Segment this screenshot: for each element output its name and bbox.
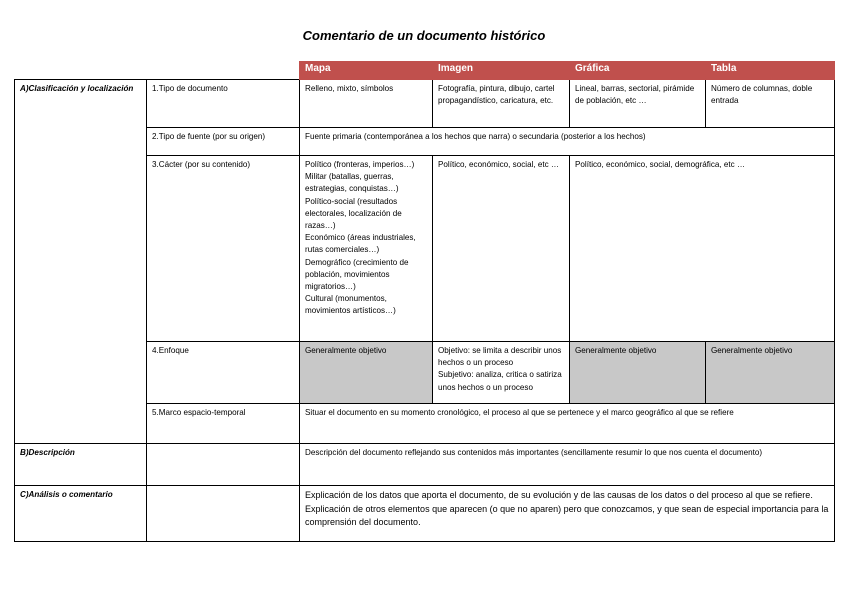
cell-mapa: Generalmente objetivo [300, 342, 433, 404]
cell-grafica-tabla: Político, económico, social, demográfica, etc … [570, 156, 835, 342]
analisis-line: Explicación de los datos que aporta el documento, de su evolución y de las causas de los datos o del proceso al que se refiere. [305, 490, 813, 500]
cell-mapa [300, 156, 433, 342]
cell-imagen: Fotografía, pintura, dibujo, cartel propagandístico, caricatura, etc. [433, 80, 570, 128]
row-label: 3.Cácter (por su contenido) [147, 156, 300, 342]
row-analisis [15, 486, 835, 542]
column-header-grafica: Gráfica [570, 62, 706, 80]
section-a-label: A)Clasificación y localización [15, 80, 147, 444]
commentary-table [14, 61, 835, 542]
header-empty-cell [15, 62, 147, 80]
header-row [15, 62, 835, 80]
cell-tabla: Número de columnas, doble entrada [706, 80, 835, 128]
row-label: 4.Enfoque [147, 342, 300, 404]
cell-descripcion: Descripción del documento reflejando sus contenidos más importantes (sencillamente resumir lo que nos cuenta el documento) [300, 444, 835, 486]
cell-tipo-fuente: Fuente primaria (contemporánea a los hechos que narra) o secundaria (posterior a los hechos) [300, 128, 835, 156]
row-label: 2.Tipo de fuente (por su origen) [147, 128, 300, 156]
cell-imagen: Político, económico, social, etc … [433, 156, 570, 342]
caracter-item: Económico (áreas industriales, rutas comerciales…) [305, 233, 416, 255]
empty-cell [147, 444, 300, 486]
cell-mapa: Relleno, mixto, símbolos [300, 80, 433, 128]
column-header-imagen: Imagen [433, 62, 570, 80]
cell-grafica: Lineal, barras, sectorial, pirámide de población, etc … [570, 80, 706, 128]
caracter-item: Político-social (resultados electorales, localización de razas…) [305, 196, 402, 231]
section-b-label: B)Descripción [15, 444, 147, 486]
row-descripcion [15, 444, 835, 486]
row-label: 5.Marco espacio-temporal [147, 404, 300, 444]
cell-tabla: Generalmente objetivo [706, 342, 835, 404]
column-header-tabla: Tabla [706, 62, 835, 80]
row-tipo-documento [15, 80, 835, 128]
page-title: Comentario de un documento histórico [302, 28, 546, 43]
analisis-line: Explicación de otros elementos que aparecen (o que no aparen) pero que conozcamos, y que sean de especial importancia para la comprensión del documento. [305, 503, 829, 527]
cell-analisis [300, 486, 835, 542]
caracter-item: Demográfico (crecimiento de población, movimientos migratorios…) [305, 257, 409, 292]
cell-grafica: Generalmente objetivo [570, 342, 706, 404]
enfoque-subjetivo: Subjetivo: analiza, critica o satiriza unos hechos o un proceso [438, 370, 562, 392]
caracter-item: Militar (batallas, guerras, estrategias, conquistas…) [305, 172, 399, 194]
caracter-item: Cultural (monumentos, movimientos artísticos…) [305, 294, 396, 316]
header-empty-cell [147, 62, 300, 80]
row-label: 1.Tipo de documento [147, 80, 300, 128]
section-c-label: C)Análisis o comentario [15, 486, 147, 542]
caracter-item: Político (fronteras, imperios…) [305, 160, 415, 169]
cell-imagen [433, 342, 570, 404]
empty-cell [147, 486, 300, 542]
cell-marco: Situar el documento en su momento cronológico, el proceso al que se pertenece y el marco geográfico al que se refiere [300, 404, 835, 444]
column-header-mapa: Mapa [300, 62, 433, 80]
enfoque-objetivo: Objetivo: se limita a describir unos hechos o un proceso [438, 346, 562, 368]
